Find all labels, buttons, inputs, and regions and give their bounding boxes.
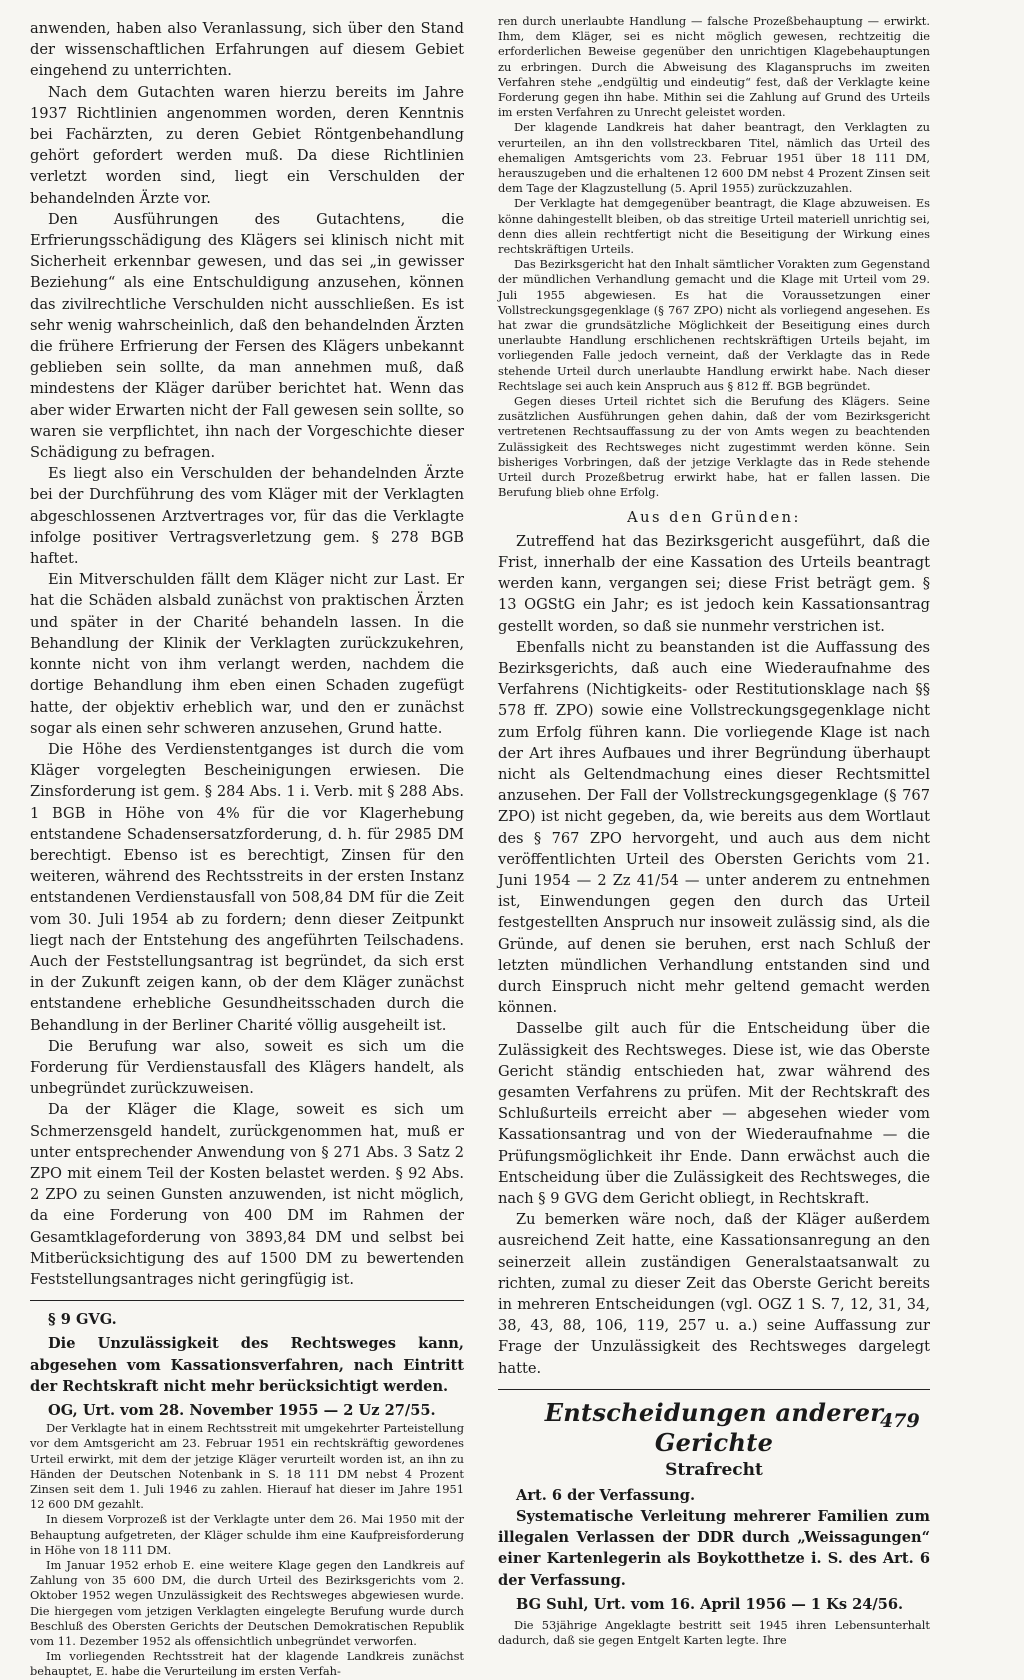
small-paragraph: ren durch unerlaubte Handlung — falsche Prozeßbehauptung — erwirkt. Ihm, dem Kläger, sei es nicht möglich gewesen, rechtzeitig die erforderlichen Beweise gegenüber den unrichtigen Klagebehauptungen zu erbringen. Durch die Abweisung des Klaganspruchs im zweiten Verfahren stehe „endgültig und eindeutig“ fest, daß der Verklagte keine Forderung gegen ihn habe. Mithin sei die Zahlung auf Grund des Urteils im ersten Verfahren zu Unrecht geleistet worden. [498, 14, 930, 120]
page-number: 479 [880, 1410, 920, 1432]
small-paragraph: Der Verklagte hat in einem Rechtsstreit mit umgekehrter Parteistellung vor dem Amtsgericht am 23. Februar 1951 ein rechtskräftig gewordenes Urteil erwirkt, mit dem der jetzige Kläger verurteilt worden ist, an ihn zu Händen der Deutschen Notenbank in S. 18 111 DM nebst 4 Prozent Zinsen seit dem 1. Juli 1946 zu zahlen. Hierauf hat dieser im Jahre 1951 12 600 DM gezahlt. [30, 1421, 464, 1512]
paragraph: Ebenfalls nicht zu beanstanden ist die Auffassung des Bezirksgerichts, daß auch eine Wiederaufnahme des Verfahrens (Nichtigkeits- oder Restitutionsklage nach §§ 578 ff. ZPO) sowie eine Vollstreckungsgegenklage nicht zum Erfolg führen kann. Die vorliegende Klage ist nach der Art ihres Aufbaues und ihrer Begründung überhaupt nicht als Geltendmachung eines dieser Rechtsmittel anzusehen. Der Fall der Vollstreckungsgegenklage (§ 767 ZPO) ist nicht gegeben, da, wie bereits aus dem Wortlaut des § 767 ZPO hervorgeht, und auch aus dem nicht veröffentlichten Urteil des Obersten Gerichts vom 21. Juni 1954 — 2 Zz 41/54 — unter anderem zu entnehmen ist, Einwendungen gegen den durch das Urteil festgestellten Anspruch nur insoweit zulässig sind, als die Gründe, auf denen sie beruhen, erst nach Schluß der letzten mündlichen Verhandlung entstanden sind und durch Einspruch nicht mehr geltend gemacht werden können. [498, 638, 930, 1017]
left-column [30, 18, 464, 1680]
paragraph: Ein Mitverschulden fällt dem Kläger nicht zur Last. Er hat die Schäden alsbald zunächst von praktischen Ärzten und später in der Charité behandeln lassen. In die Behandlung der Klinik der Verklagten zurückzukehren, konnte nicht von ihm verlangt werden, nachdem die dortige Behandlung ihm eben einen Schaden zugefügt hatte, der objektiv erheblich war, und den er zunächst sogar als einen sehr schweren anzusehen, Grund hatte. [30, 571, 464, 737]
small-paragraph: Der klagende Landkreis hat daher beantragt, den Verklagten zu verurteilen, an ihn den vollstreckbaren Titel, nämlich das Urteil des ehemaligen Amtsgerichts vom 23. Februar 1951 über 18 111 DM, herauszugeben und die erhaltenen 12 600 DM nebst 4 Prozent Zinsen seit dem Tage der Klagzustellung (5. April 1955) zurückzuzahlen. [498, 120, 930, 196]
section-divider [498, 1389, 930, 1390]
paragraph: Nach dem Gutachten waren hierzu bereits im Jahre 1937 Richtlinien angenommen worden, deren Kenntnis bei Fachärzten, zu deren Gebiet Röntgenbehandlung gehört gefordert werden muß. Da diese Richtlinien verletzt worden sind, liegt ein Verschulden der behandelnden Ärzte vor. [30, 83, 464, 207]
paragraph: Den Ausführungen des Gutachtens, die Erfrierungsschädigung des Klägers sei klinisch nicht mit Sicherheit erkennbar gewesen, und das sei „in gewisser Beziehung“ als eine Entschuldigung anzusehen, können das zivilrechtliche Verschulden nicht ausschließen. Es ist sehr wenig wahrscheinlich, daß den behandelnden Ärzten die frühere Erfrierung der Fersen des Klägers unbekannt geblieben sein sollte, da man annehmen muß, daß mindestens der Kläger darüber berichtet hat. Wenn das aber wider Erwarten nicht der Fall gewesen sein sollte, so waren sie verpflichtet, ihn nach der Vorgeschichte dieser Schädigung zu befragen. [30, 210, 464, 462]
paragraph: Da der Kläger die Klage, soweit es sich um Schmerzensgeld handelt, zurückgenommen hat, muß er unter entsprechender Anwendung von § 271 Abs. 3 Satz 2 ZPO mit einem Teil der Kosten belastet werden. § 92 Abs. 2 ZPO zu seinen Gunsten anzuwenden, ist nicht möglich, da eine Forderung von 400 DM im Rahmen der Gesamtklageforderung von 3893,84 DM und selbst bei Mitberücksichtigung des auf 1500 DM zu bewertenden Feststellungsantrages nicht geringfügig ist. [30, 1101, 464, 1288]
decision-citation: BG Suhl, Urt. vom 16. April 1956 — 1 Ks 24/56. [516, 1595, 904, 1613]
small-paragraph: Gegen dieses Urteil richtet sich die Berufung des Klägers. Seine zusätzlichen Ausführungen gehen dahin, daß der vom Bezirksgericht vertretenen Rechtsauffassung zu der von Amts wegen zu beachtenden Zulässigkeit des Rechtsweges nicht zugestimmt werden könne. Sein bisheriges Vorbringen, daß der jetzige Verklagte das in Rede stehende Urteil durch Prozeßbetrug erwirkt habe, hat er fallen lassen. Die Berufung blieb ohne Erfolg. [498, 394, 930, 500]
paragraph: anwenden, haben also Veranlassung, sich über den Stand der wissenschaftlichen Erfahrungen auf diesem Gebiet eingehend zu unterrichten. [30, 20, 464, 80]
leitsatz: Die Unzulässigkeit des Rechtsweges kann, abgesehen vom Kassationsverfahren, nach Eintritt der Rechtskraft nicht mehr berücksichtigt werden. [30, 1335, 464, 1395]
case-facts [498, 1618, 930, 1648]
paragraph: Zu bemerken wäre noch, daß der Kläger außerdem ausreichend Zeit hatte, eine Kassationsanregung an den seinerzeit allein zuständigen Generalstaatsanwalt zu richten, zumal zu dieser Zeit das Oberste Gericht bereits in mehreren Entscheidungen (vgl. OGZ 1 S. 7, 12, 31, 34, 38, 43, 88, 106, 119, 257 u. a.) seine Auffassung zur Frage der Unzulässigkeit des Rechtsweges dargelegt hatte. [498, 1211, 930, 1377]
small-paragraph: In diesem Vorprozeß ist der Verklagte unter dem 26. Mai 1950 mit der Behauptung aufgetreten, der Kläger schulde ihm eine Kaufpreisforderung in Höhe von 18 111 DM. [30, 1512, 464, 1557]
small-paragraph: Im Januar 1952 erhob E. eine weitere Klage gegen den Landkreis auf Zahlung von 35 600 DM, die durch Urteil des Bezirksgerichts vom 2. Oktober 1952 wegen Unzulässigkeit des Rechtsweges abgewiesen wurde. Die hiergegen vom jetzigen Verklagten eingelegte Berufung wurde durch Beschluß des Obersten Gerichts der Deutschen Demokratischen Republik vom 11. Dezember 1952 als offensichtlich unbegründet verworfen. [30, 1558, 464, 1649]
small-paragraph: Der Verklagte hat demgegenüber beantragt, die Klage abzuweisen. Es könne dahingestellt bleiben, ob das streitige Urteil materiell unrichtig sei, denn dies allein rechtfertigt nicht die Beseitigung der Wirkung eines rechtskräftigen Urteils. [498, 196, 930, 257]
statute-heading: § 9 GVG. [48, 1311, 117, 1329]
reasons-heading: Aus den Gründen: [627, 508, 801, 526]
small-paragraph: Im vorliegenden Rechtsstreit hat der klagende Landkreis zunächst behauptet, E. habe die Verurteilung im ersten Verfah- [30, 1649, 464, 1679]
paragraph: Die Höhe des Verdienstentganges ist durch die vom Kläger vorgelegten Bescheinigungen erwiesen. Die Zinsforderung ist gem. § 284 Abs. 1 i. Verb. mit § 288 Abs. 1 BGB in Höhe von 4% für die vor Klagerhebung entstandene Schadensersatzforderung, d. h. für 2985 DM berechtigt. Ebenso ist es berechtigt, Zinsen für den weiteren, während des Rechtsstreits in der ersten Instanz entstandenen Verdienstausfall von 508,84 DM für die Zeit vom 30. Juli 1954 ab zu fordern; denn dieser Zeitpunkt liegt nach der Entstehung des angeführten Teilschadens. Auch der Feststellungsantrag ist begründet, da sich erst in der Zukunft zeigen kann, ob der dem Kläger zunächst entstandene erhebliche Gesundheitsschaden durch die Behandlung in der Berliner Charité völlig ausgeheilt ist. [30, 740, 464, 1034]
leitsatz: Systematische Verleitung mehrerer Familien zum illegalen Verlassen der DDR durch „Weissagungen“ einer Kartenlegerin als Boykotthetze i. S. des Art. 6 der Verfassung. [498, 1508, 930, 1589]
section-divider [30, 1300, 464, 1301]
paragraph: Zutreffend hat das Bezirksgericht ausgeführt, daß die Frist, innerhalb der eine Kassation des Urteils beantragt werden kann, vergangen sei; diese Frist beträgt gem. § 13 OGStG ein Jahr; es ist jedoch kein Kassationsantrag gestellt worden, so daß sie nunmehr verstrichen ist. [498, 532, 930, 635]
small-paragraph: Die 53jährige Angeklagte bestritt seit 1945 ihren Lebensunterhalt dadurch, daß sie gegen Entgelt Karten legte. Ihre [498, 1618, 930, 1648]
paragraph: Die Berufung war also, soweit es sich um die Forderung für Verdienstausfall des Klägers handelt, als unbegründet zurückzuweisen. [30, 1037, 464, 1098]
small-paragraph: Das Bezirksgericht hat den Inhalt sämtlicher Vorakten zum Gegenstand der mündlichen Verhandlung gemacht und die Klage mit Urteil vom 29. Juli 1955 abgewiesen. Es hat die Voraussetzungen einer Vollstreckungsgegenklage (§ 767 ZPO) nicht als vorliegend angesehen. Es hat zwar die grundsätzliche Möglichkeit der Beseitigung eines durch unerlaubte Handlung erschlichenen rechtskräftigen Urteils bejaht, im vorliegenden Falle jedoch verneint, daß der Verklagte das in Rede stehende Urteil durch unerlaubte Handlung erwirkt habe. Nach dieser Rechtslage sei auch kein Anspruch aus § 812 ff. BGB begründet. [498, 257, 930, 393]
section-subtitle: Strafrecht [665, 1459, 763, 1480]
case-facts [30, 1421, 464, 1679]
section-title: Entscheidungen anderer Gerichte [544, 1397, 884, 1457]
statute-heading: Art. 6 der Verfassung. [516, 1486, 696, 1504]
paragraph: Es liegt also ein Verschulden der behandelnden Ärzte bei der Durchführung des vom Kläger mit der Verklagten abgeschlossenen Arztvertrages vor, für das die Verklagte infolge positiver Vertragsverletzung gem. § 278 BGB haftet. [30, 465, 464, 568]
right-column [498, 14, 930, 1648]
decision-citation: OG, Urt. vom 28. November 1955 — 2 Uz 27/55. [48, 1402, 436, 1419]
paragraph: Dasselbe gilt auch für die Entscheidung über die Zulässigkeit des Rechtsweges. Diese ist, wie das Oberste Gericht ständig entschieden hat, zwar während des gesamten Verfahrens zu prüfen. Mit der Rechtskraft des Schlußurteils erreicht aber — abgesehen wieder vom Kassationsantrag und von der Wiederaufnahme — die Prüfungsmöglichkeit ihr Ende. Dann erwächst auch die Entscheidung über die Zulässigkeit des Rechtsweges, die nach § 9 GVG dem Gericht obliegt, in Rechtskraft. [498, 1020, 930, 1207]
case-facts-continued [498, 14, 930, 501]
